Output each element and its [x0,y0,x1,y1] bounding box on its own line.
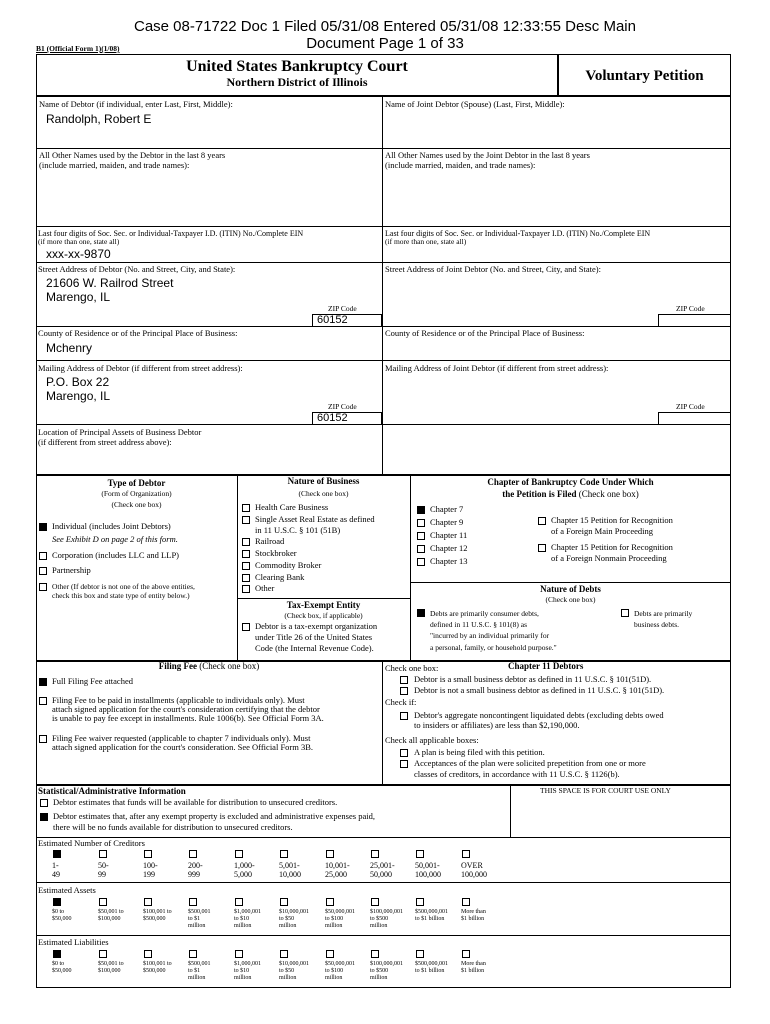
consumer-debts-2: defined in 11 U.S.C. § 101(8) as [430,620,528,629]
chapter-12-label: Chapter 12 [430,543,468,553]
liabilities-option-6-label: million [279,975,297,981]
joint-zip-field [658,314,731,327]
assets-option-3-label: $500,000 [143,916,166,922]
liabilities-option-1-checkbox[interactable] [53,950,61,958]
assets-option-9-label: to $1 billion [415,916,445,922]
joint-debtor-name-label: Name of Joint Debtor (Spouse) (Last, First, Middle): [385,99,565,109]
liabilities-option-5-label: $1,000,001 [234,961,261,967]
other-entity-checkbox[interactable] [39,583,47,591]
plan-filed-checkbox[interactable] [400,749,408,757]
business-debts-2: business debts. [634,620,679,629]
fee-waiver-checkbox[interactable] [39,735,47,743]
liabilities-option-9-checkbox[interactable] [416,950,424,958]
assets-option-7-label: million [325,923,343,929]
liabilities-option-9-label: to $1 billion [415,968,445,974]
joint-mailing-zip-field [658,412,731,425]
liabilities-option-10-label: More than [461,961,486,967]
liabilities-option-4-label: million [188,975,206,981]
liabilities-option-8-label: to $500 [370,968,389,974]
liabilities-option-8-label: million [370,975,388,981]
health-care-label: Health Care Business [255,502,329,512]
creditors-option-4-checkbox[interactable] [189,850,197,858]
chapter-15-nonmain-label-2: of a Foreign Nonmain Proceeding [551,553,667,563]
assets-option-5-checkbox[interactable] [235,898,243,906]
partnership-checkbox[interactable] [39,567,47,575]
filing-fee-title-a: Filing Fee [158,661,197,671]
type-of-debtor-sub1: (Form of Organization) [101,489,172,498]
liabilities-option-5-label: to $10 [234,968,250,974]
creditors-option-6-label: 5,001- [279,861,300,870]
tax-exempt-line3: Code (the Internal Revenue Code). [255,643,374,653]
stats-title: Statistical/Administrative Information [38,786,186,796]
aggregate-debts-1: Debtor's aggregate noncontingent liquidated debts (excluding debts owed [414,710,664,720]
assets-option-5-label: million [234,923,252,929]
chapter-15-main-checkbox[interactable] [538,517,546,525]
liabilities-option-2-label: $50,001 to [98,961,124,967]
assets-option-2-label: $100,000 [98,916,121,922]
liabilities-option-1-label: $50,000 [52,968,72,974]
petition-type: Voluntary Petition [585,68,704,84]
assets-option-7-label: to $100 [325,916,344,922]
corporation-label: Corporation (includes LLC and LLP) [52,550,180,560]
liabilities-option-7-label: to $100 [325,968,344,974]
creditors-option-6-label: 10,000 [279,870,301,879]
acceptances-2: classes of creditors, in accordance with 11 U.S.C. § 1126(b). [414,769,620,779]
assets-option-7-checkbox[interactable] [326,898,334,906]
liabilities-option-2-checkbox[interactable] [99,950,107,958]
chapter-15-main-label-2: of a Foreign Main Proceeding [551,526,653,536]
creditors-option-8-label: 25,001- [370,861,395,870]
liabilities-option-8-label: $100,000,001 [370,961,403,967]
assets-option-6-checkbox[interactable] [280,898,288,906]
zip-label: ZIP Code [328,304,357,313]
liabilities-option-6-label: $10,000,001 [279,961,309,967]
filing-fee-title [36,662,382,672]
assets-option-10-checkbox[interactable] [462,898,470,906]
other-names-label: All Other Names used by the Debtor in the last 8 years [39,150,226,160]
creditors-option-8-label: 50,000 [370,870,392,879]
chapter-7-label: Chapter 7 [430,504,464,514]
commodity-broker-label: Commodity Broker [255,560,322,570]
railroad-checkbox[interactable] [242,538,250,546]
creditors-option-7-label: 10,001- [325,861,350,870]
mailing-zip-value: 60152 [312,412,382,425]
court-use-only: THIS SPACE IS FOR COURT USE ONLY [540,786,671,795]
creditors-option-6-checkbox[interactable] [280,850,288,858]
creditors-option-9-label: 100,000 [415,870,441,879]
not-small-business-checkbox[interactable] [400,687,408,695]
other-entity-label-2: check this box and state type of entity below.) [52,591,190,600]
joint-other-names-label: All Other Names used by the Joint Debtor in the last 8 years [385,150,590,160]
individual-note: See Exhibit D on page 2 of this form. [52,534,178,544]
installments-1: Filing Fee to be paid in installments (applicable to individuals only). Must [52,695,305,705]
installments-checkbox[interactable] [39,697,47,705]
partnership-label: Partnership [52,565,91,575]
single-asset-label-2: in 11 U.S.C. § 101 (51B) [255,525,341,535]
assets-option-8-label: to $500 [370,916,389,922]
assets-option-6-label: $10,000,001 [279,909,309,915]
liabilities-option-3-checkbox[interactable] [144,950,152,958]
joint-ssn-label: Last four digits of Soc. Sec. or Individual-Taxpayer I.D. (ITIN) No./Complete EIN [385,229,651,238]
creditors-option-10-label: OVER [461,861,483,870]
form-id: B1 (Official Form 1)(1/08) [36,44,120,53]
liabilities-option-6-label: to $50 [279,968,295,974]
chapter-title: Chapter of Bankruptcy Code Under Which [487,477,654,487]
railroad-label: Railroad [255,536,285,546]
liabilities-option-4-checkbox[interactable] [189,950,197,958]
single-asset-label: Single Asset Real Estate as defined [255,514,375,524]
liabilities-option-10-label: $1 billion [461,968,485,974]
assets-option-3-checkbox[interactable] [144,898,152,906]
liabilities-title: Estimated Liabilities [38,937,109,947]
ssn-label: Last four digits of Soc. Sec. or Individual-Taxpayer I.D. (ITIN) No./Complete EIN [38,229,304,238]
health-care-checkbox[interactable] [242,504,250,512]
business-debts-1: Debts are primarily [634,609,693,618]
zip-value: 60152 [312,314,382,327]
fee-waiver-1: Filing Fee waiver requested (applicable to chapter 7 individuals only). Must [52,733,311,743]
liabilities-option-4-label: to $1 [188,968,201,974]
liabilities-option-5-label: million [234,975,252,981]
assets-option-1-label: $0 to [52,909,65,915]
assets-option-2-label: $50,001 to [98,909,124,915]
consumer-debts-3: "incurred by an individual primarily for [430,631,550,640]
case-stamp-line2: Document Page 1 of 33 [306,35,464,52]
assets-option-7-label: $50,000,001 [325,909,355,915]
creditors-option-9-checkbox[interactable] [416,850,424,858]
joint-other-names-label-2: (include married, maiden, and trade names): [385,160,536,170]
single-asset-checkbox[interactable] [242,516,250,524]
liabilities-option-6-checkbox[interactable] [280,950,288,958]
court-district: Northern District of Illinois [226,75,368,89]
chapter-15-nonmain-label: Chapter 15 Petition for Recognition [551,542,673,552]
assets-option-5-label: $1,000,001 [234,909,261,915]
funds-available-label: Debtor estimates that funds will be available for distribution to unsecured creditors. [53,797,338,807]
nature-of-business-sub: (Check one box) [298,489,349,498]
other-names-label-2: (include married, maiden, and trade names): [39,160,190,170]
liabilities-option-9-label: $500,000,001 [415,961,448,967]
assets-option-9-label: $500,000,001 [415,909,448,915]
creditors-title: Estimated Number of Creditors [38,838,145,848]
consumer-debts-4: a personal, family, or household purpose." [430,643,557,652]
assets-option-2-checkbox[interactable] [99,898,107,906]
street-label: Street Address of Debtor (No. and Street, City, and State): [38,264,236,274]
location-label: Location of Principal Assets of Business Debtor [38,427,202,437]
full-fee-label: Full Filing Fee attached [52,676,133,686]
chapter-title-2b: (Check one box) [578,489,639,499]
ssn-value: xxx-xx-9870 [46,247,111,261]
joint-ssn-sublabel: (if more than one, state all) [385,237,467,246]
no-funds-1: Debtor estimates that, after any exempt property is excluded and administrative expenses paid, [53,811,375,821]
no-funds-2: there will be no funds available for distribution to unsecured creditors. [53,822,293,832]
nature-of-debts-sub: (Check one box) [545,595,596,604]
creditors-option-7-checkbox[interactable] [326,850,334,858]
street-line1: 21606 W. Railrod Street [46,276,174,290]
liabilities-option-7-label: million [325,975,343,981]
assets-option-6-label: million [279,923,297,929]
joint-mailing-zip-label: ZIP Code [676,402,705,411]
stockbroker-checkbox[interactable] [242,550,250,558]
clearing-bank-label: Clearing Bank [255,572,305,582]
creditors-option-3-label: 199 [143,870,155,879]
tax-exempt-sub: (Check box, if applicable) [284,611,363,620]
creditors-option-5-label: 5,000 [234,870,252,879]
chapter-9-label: Chapter 9 [430,517,464,527]
debtor-name-value: Randolph, Robert E [46,112,152,126]
chapter-15-nonmain-checkbox[interactable] [538,544,546,552]
chapter-7-checkbox[interactable] [417,506,425,514]
joint-street-label: Street Address of Joint Debtor (No. and Street, City, and State): [385,264,601,274]
creditors-option-5-checkbox[interactable] [235,850,243,858]
creditors-option-3-label: 100- [143,861,158,870]
funds-available-checkbox[interactable] [40,799,48,807]
not-small-business-label: Debtor is not a small business debtor as defined in 11 U.S.C. § 101(51D). [414,685,665,695]
plan-filed-label: A plan is being filed with this petition. [414,747,545,757]
consumer-debts-checkbox[interactable] [417,609,425,617]
ch11-title: Chapter 11 Debtors [508,661,584,671]
tax-exempt-title: Tax-Exempt Entity [286,600,361,610]
type-of-debtor-title: Type of Debtor [107,478,166,488]
liabilities-option-10-checkbox[interactable] [462,950,470,958]
mailing-zip-label: ZIP Code [328,402,357,411]
aggregate-debts-2: to insiders or affiliates) are less than $2,190,000. [414,720,580,730]
other-entity-label: Other (If debtor is not one of the above entities, [52,582,195,591]
corporation-checkbox[interactable] [39,552,47,560]
ssn-sublabel: (if more than one, state all) [38,237,120,246]
installments-2: attach signed application for the court's consideration certifying that the debtor [52,704,320,714]
mailing-label: Mailing Address of Debtor (if different from street address): [38,363,243,373]
ch11-check-if: Check if: [385,697,417,707]
creditors-option-4-label: 200- [188,861,203,870]
creditors-option-2-label: 99 [98,870,106,879]
chapter-15-main-label: Chapter 15 Petition for Recognition [551,515,673,525]
chapter-12-checkbox[interactable] [417,545,425,553]
liabilities-option-5-checkbox[interactable] [235,950,243,958]
liabilities-option-1-label: $0 to [52,961,65,967]
other-business-checkbox[interactable] [242,585,250,593]
assets-option-8-checkbox[interactable] [371,898,379,906]
chapter-title-2a: the Petition is Filed [502,489,577,499]
liabilities-option-3-label: $100,001 to [143,961,172,967]
type-of-debtor-sub2: (Check one box) [111,500,162,509]
tax-exempt-line2: under Title 26 of the United States [255,632,373,642]
creditors-option-1-label: 1- [52,861,59,870]
other-business-label: Other [255,583,275,593]
clearing-bank-checkbox[interactable] [242,574,250,582]
creditors-option-8-checkbox[interactable] [371,850,379,858]
chapter-11-checkbox[interactable] [417,532,425,540]
assets-option-5-label: to $10 [234,916,250,922]
assets-option-10-label: $1 billion [461,916,485,922]
liabilities-option-3-label: $500,000 [143,968,166,974]
chapter-11-label: Chapter 11 [430,530,468,540]
business-debts-checkbox[interactable] [621,609,629,617]
individual-label: Individual (includes Joint Debtors) [52,521,171,531]
liabilities-option-7-checkbox[interactable] [326,950,334,958]
assets-option-9-checkbox[interactable] [416,898,424,906]
installments-3: is unable to pay fee except in installments. Rule 1006(b). See Official Form 3A. [52,713,324,723]
ch11-check-one: Check one box: [385,663,439,673]
small-business-label: Debtor is a small business debtor as defined in 11 U.S.C. § 101(51D). [414,674,652,684]
joint-mailing-label: Mailing Address of Joint Debtor (if different from street address): [385,363,609,373]
assets-option-4-checkbox[interactable] [189,898,197,906]
acceptances-1: Acceptances of the plan were solicited prepetition from one or more [414,758,646,768]
consumer-debts-1: Debts are primarily consumer debts, [430,609,539,618]
tax-exempt-line1: Debtor is a tax-exempt organization [255,621,378,631]
mailing-line1: P.O. Box 22 [46,375,110,389]
case-stamp-line1: Case 08-71722 Doc 1 Filed 05/31/08 Entered 05/31/08 12:33:55 Desc Main [133,18,636,35]
chapter-13-checkbox[interactable] [417,558,425,566]
creditors-option-2-label: 50- [98,861,109,870]
nature-of-debts-title: Nature of Debts [540,584,601,594]
chapter-13-label: Chapter 13 [430,556,468,566]
filing-fee-title-b: (Check one box) [199,661,260,671]
creditors-option-10-label: 100,000 [461,870,487,879]
no-funds-checkbox[interactable] [40,813,48,821]
assets-option-4-label: to $1 [188,916,201,922]
acceptances-checkbox[interactable] [400,760,408,768]
joint-county-label: County of Residence or of the Principal Place of Business: [385,328,585,338]
chapter-9-checkbox[interactable] [417,519,425,527]
court-title: United States Bankruptcy Court [186,58,408,75]
creditors-option-2-checkbox[interactable] [99,850,107,858]
creditors-option-1-label: 49 [52,870,60,879]
location-label-2: (if different from street address above): [38,437,172,447]
street-line2: Marengo, IL [46,290,111,304]
small-business-checkbox[interactable] [400,676,408,684]
creditors-option-9-label: 50,001- [415,861,440,870]
mailing-line2: Marengo, IL [46,389,111,403]
nature-of-business-title: Nature of Business [287,476,360,486]
tax-exempt-checkbox[interactable] [242,623,250,631]
liabilities-option-2-label: $100,000 [98,968,121,974]
commodity-broker-checkbox[interactable] [242,562,250,570]
assets-option-8-label: million [370,923,388,929]
creditors-option-7-label: 25,000 [325,870,347,879]
individual-checkbox[interactable] [39,523,47,531]
county-label: County of Residence or of the Principal Place of Business: [38,328,238,338]
aggregate-debts-checkbox[interactable] [400,712,408,720]
assets-option-3-label: $100,001 to [143,909,172,915]
assets-option-4-label: $500,001 [188,909,211,915]
liabilities-option-7-label: $50,000,001 [325,961,355,967]
joint-zip-label: ZIP Code [676,304,705,313]
debtor-name-label: Name of Debtor (if individual, enter Last, First, Middle): [39,99,233,109]
creditors-option-10-checkbox[interactable] [462,850,470,858]
ch11-check-all: Check all applicable boxes: [385,735,479,745]
assets-option-4-label: million [188,923,206,929]
liabilities-option-8-checkbox[interactable] [371,950,379,958]
liabilities-option-4-label: $500,001 [188,961,211,967]
assets-option-1-checkbox[interactable] [53,898,61,906]
county-value: Mchenry [46,341,93,355]
assets-title: Estimated Assets [38,885,96,895]
creditors-option-1-checkbox[interactable] [53,850,61,858]
chapter-title-2 [410,490,731,500]
assets-option-10-label: More than [461,909,486,915]
assets-option-6-label: to $50 [279,916,295,922]
assets-option-8-label: $100,000,001 [370,909,403,915]
fee-waiver-2: attach signed application for the court's consideration. See Official Form 3B. [52,742,314,752]
full-fee-checkbox[interactable] [39,678,47,686]
assets-option-1-label: $50,000 [52,916,72,922]
creditors-option-4-label: 999 [188,870,200,879]
creditors-option-5-label: 1,000- [234,861,255,870]
stockbroker-label: Stockbroker [255,548,297,558]
creditors-option-3-checkbox[interactable] [144,850,152,858]
